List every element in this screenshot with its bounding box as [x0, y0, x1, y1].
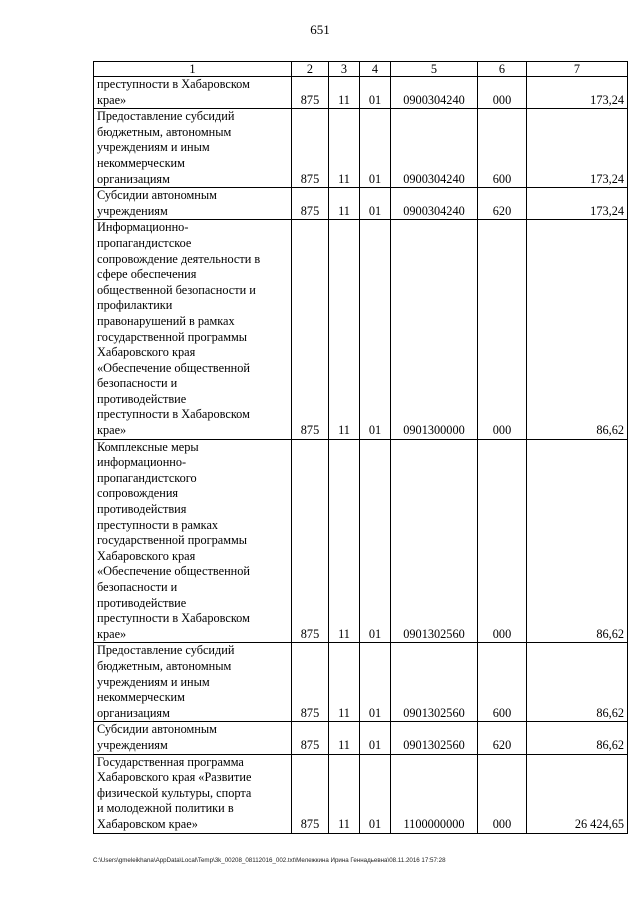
amount-cell: 86,62: [527, 722, 628, 754]
expense-type-cell: 620: [478, 722, 527, 754]
description-line: «Обеспечение общественной: [97, 564, 250, 579]
expense-type-cell: 000: [478, 220, 527, 439]
table-header-row: [94, 62, 628, 77]
description-line: общественной безопасности и: [97, 282, 256, 297]
description-line: учреждениям: [97, 203, 168, 218]
target-article-cell: 0901302560: [391, 439, 478, 643]
column-header: 1: [94, 62, 292, 77]
subsection-code-cell: 01: [360, 77, 391, 109]
description-line: противодействие: [97, 391, 187, 406]
description-line: сопровождения: [97, 486, 179, 501]
expense-type-cell: 600: [478, 643, 527, 722]
section-code-cell: 11: [329, 722, 360, 754]
description-line: безопасности и: [97, 580, 178, 594]
description-line: информационно-: [97, 455, 187, 470]
description-line: крае»: [97, 626, 127, 641]
section-code-cell: 11: [329, 188, 360, 220]
table-row: [94, 722, 628, 754]
description-line: «Обеспечение общественной: [97, 360, 250, 375]
section-code-cell: 11: [329, 109, 360, 188]
description-line: пропагандистского: [97, 470, 197, 485]
column-header: 7: [527, 62, 628, 77]
section-code-cell: 11: [329, 77, 360, 109]
expense-type-cell: 000: [478, 77, 527, 109]
description-line: организациям: [97, 171, 170, 186]
column-header: 2: [292, 62, 329, 77]
description-line: Хабаровского края: [97, 345, 196, 360]
description-line: Предоставление субсидий: [97, 109, 235, 124]
column-header: 4: [360, 62, 391, 77]
description-line: крае»: [97, 423, 127, 438]
column-header: 3: [329, 62, 360, 77]
description-line: Хабаровского края: [97, 548, 196, 563]
description-line: Государственная программа: [97, 754, 244, 769]
description-line: профилактики: [97, 298, 173, 313]
ministry-code-cell: 875: [292, 643, 329, 722]
description-line: физической культуры, спорта: [97, 785, 252, 800]
subsection-code-cell: 01: [360, 109, 391, 188]
ministry-code-cell: 875: [292, 439, 329, 643]
description-line: Предоставление субсидий: [97, 643, 235, 658]
subsection-code-cell: 01: [360, 439, 391, 643]
table-row: [94, 220, 628, 439]
section-code-cell: 11: [329, 439, 360, 643]
description-line: и молодежной политики в: [97, 801, 234, 816]
description-line: государственной программы: [97, 329, 248, 344]
target-article-cell: 0900304240: [391, 77, 478, 109]
section-code-cell: 11: [329, 754, 360, 833]
ministry-code-cell: 875: [292, 109, 329, 188]
subsection-code-cell: 01: [360, 754, 391, 833]
row-description: [94, 77, 292, 109]
description-line: преступности в рамках: [97, 517, 219, 532]
description-line: Информационно-: [97, 220, 189, 235]
column-header: 6: [478, 62, 527, 77]
target-article-cell: 0900304240: [391, 188, 478, 220]
row-description: [94, 722, 292, 754]
table-row: [94, 643, 628, 722]
subsection-code-cell: 01: [360, 220, 391, 439]
ministry-code-cell: 875: [292, 220, 329, 439]
description-line: некоммерческим: [97, 155, 185, 170]
table-row: [94, 754, 628, 833]
description-line: Субсидии автономным: [97, 722, 217, 737]
description-line: преступности в Хабаровском: [97, 407, 250, 422]
target-article-cell: 0901302560: [391, 643, 478, 722]
row-description: [94, 643, 292, 722]
description-line: бюджетным, автономным: [97, 124, 232, 139]
subsection-code-cell: 01: [360, 188, 391, 220]
description-line: сфере обеспечения: [97, 267, 197, 282]
row-description: [94, 754, 292, 833]
description-line: преступности в Хабаровском: [97, 611, 250, 626]
expense-type-cell: 000: [478, 754, 527, 833]
description-line: учреждениям и иным: [97, 140, 210, 155]
amount-cell: 86,62: [527, 439, 628, 643]
description-line: бюджетным, автономным: [97, 658, 232, 673]
table-row: [94, 109, 628, 188]
section-code-cell: 11: [329, 643, 360, 722]
subsection-code-cell: 01: [360, 643, 391, 722]
ministry-code-cell: 875: [292, 188, 329, 220]
expense-type-cell: 000: [478, 439, 527, 643]
description-line: сопровождение деятельности в: [97, 251, 261, 266]
budget-table: [93, 61, 628, 834]
page-number: 651: [310, 22, 330, 37]
file-path-footer: C:\Users\gmeleikhana\AppData\Local\Temp\3k_00208_08112016_002.txt\Мележкина Ирина Геннадьевна\08.11.2016 17:57:28: [93, 857, 446, 864]
expense-type-cell: 620: [478, 188, 527, 220]
target-article-cell: 0901300000: [391, 220, 478, 439]
ministry-code-cell: 875: [292, 77, 329, 109]
ministry-code-cell: 875: [292, 722, 329, 754]
amount-cell: 86,62: [527, 220, 628, 439]
row-description: [94, 109, 292, 188]
column-header: 5: [391, 62, 478, 77]
amount-cell: 26 424,65: [527, 754, 628, 833]
description-line: организациям: [97, 705, 170, 720]
amount-cell: 173,24: [527, 77, 628, 109]
target-article-cell: 0901302560: [391, 722, 478, 754]
description-line: учреждениям: [97, 737, 168, 752]
table-row: [94, 77, 628, 109]
description-line: учреждениям и иным: [97, 674, 210, 689]
description-line: Хабаровского края «Развитие: [97, 770, 252, 785]
amount-cell: 86,62: [527, 643, 628, 722]
target-article-cell: 0900304240: [391, 109, 478, 188]
description-line: крае»: [97, 92, 127, 107]
description-line: преступности в Хабаровском: [97, 77, 250, 91]
description-line: правонарушений в рамках: [97, 313, 235, 328]
subsection-code-cell: 01: [360, 722, 391, 754]
row-description: [94, 188, 292, 220]
description-line: противодействие: [97, 595, 187, 610]
description-line: некоммерческим: [97, 690, 185, 705]
description-line: государственной программы: [97, 533, 248, 548]
description-line: противодействия: [97, 502, 187, 517]
description-line: Хабаровском крае»: [97, 816, 198, 831]
table-row: [94, 188, 628, 220]
expense-type-cell: 600: [478, 109, 527, 188]
description-line: Комплексные меры: [97, 439, 199, 454]
row-description: [94, 220, 292, 439]
description-line: Субсидии автономным: [97, 188, 217, 203]
ministry-code-cell: 875: [292, 754, 329, 833]
description-line: пропагандистское: [97, 235, 192, 250]
amount-cell: 173,24: [527, 109, 628, 188]
description-line: безопасности и: [97, 376, 178, 391]
target-article-cell: 1100000000: [391, 754, 478, 833]
amount-cell: 173,24: [527, 188, 628, 220]
row-description: [94, 439, 292, 643]
section-code-cell: 11: [329, 220, 360, 439]
table-row: [94, 439, 628, 643]
